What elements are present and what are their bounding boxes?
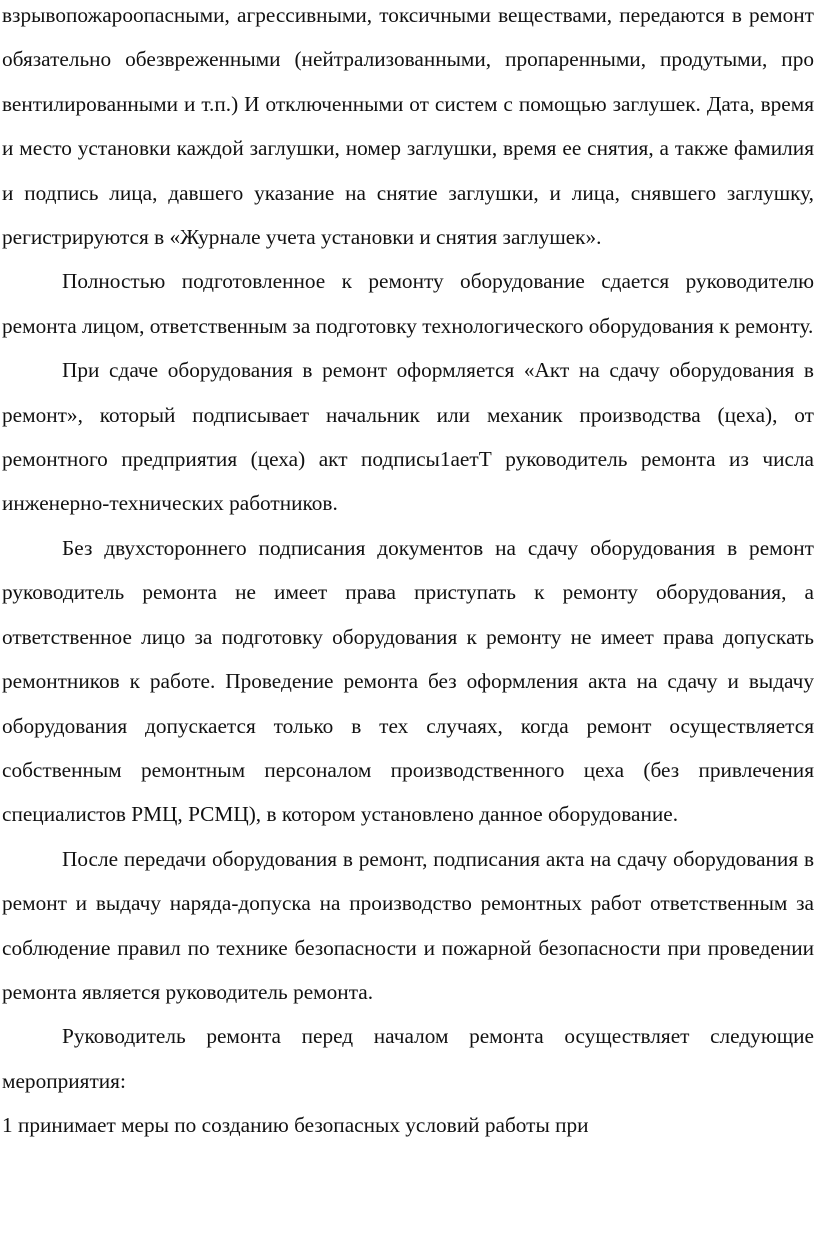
paragraph-act: При сдаче оборудования в ремонт оформляется «Акт на сдачу оборудования в ремонт», который подписывает начальник или механик производства (цеха), от ремонтного предприятия (цеха) акт подписы1аетТ руководитель ремонта из числа инженерно-технических работников.: [2, 358, 814, 516]
list-item-1: 1 принимает меры по созданию безопасных условий работы при: [2, 1113, 589, 1138]
paragraph-continuation: взрывопожароопасными, агрессивными, токсичными веществами, передаются в ремонт обязательно обезвреженными (нейтрализованными, пропаренными, продутыми, про вентилированными и т.п.) И отключенными от систем с помощью заглушек. Дата, время и место установки каждой заглушки, номер заглушки, время ее снятия, а также фамилия и подпись лица, давшего указание на снятие заглушки, и лица, снявшего заглушку, регистрируются в «Журнале учета установки и снятия заглушек».: [2, 3, 814, 250]
paragraph-responsibility: После передачи оборудования в ремонт, подписания акта на сдачу оборудования в ремонт и выдачу наряда-допуска на производство ремонтных работ ответственным за соблюдение правил по технике безопасности и пожарной безопасности при проведении ремонта является руководитель ремонта.: [2, 846, 814, 1004]
paragraph-handover: Полностью подготовленное к ремонту оборудование сдается руководителю ремонта лицом, ответственным за подготовку технологического оборудования к ремонту.: [2, 269, 814, 338]
paragraph-signing: Без двухстороннего подписания документов на сдачу оборудования в ремонт руководитель ремонта не имеет права приступать к ремонту оборудования, а ответственное лицо за подготовку оборудования к ремонту не имеет права допускать ремонтников к работе. Проведение ремонта без оформления акта на сдачу и выдачу оборудования допускается только в тех случаях, когда ремонт осуществляется собственным ремонтным персоналом производственного цеха (без привлечения специалистов РМЦ, РСМЦ), в котором установлено данное оборудование.: [2, 535, 814, 827]
paragraph-measures: Руководитель ремонта перед началом ремонта осуществляет следующие мероприятия:: [2, 1024, 814, 1093]
